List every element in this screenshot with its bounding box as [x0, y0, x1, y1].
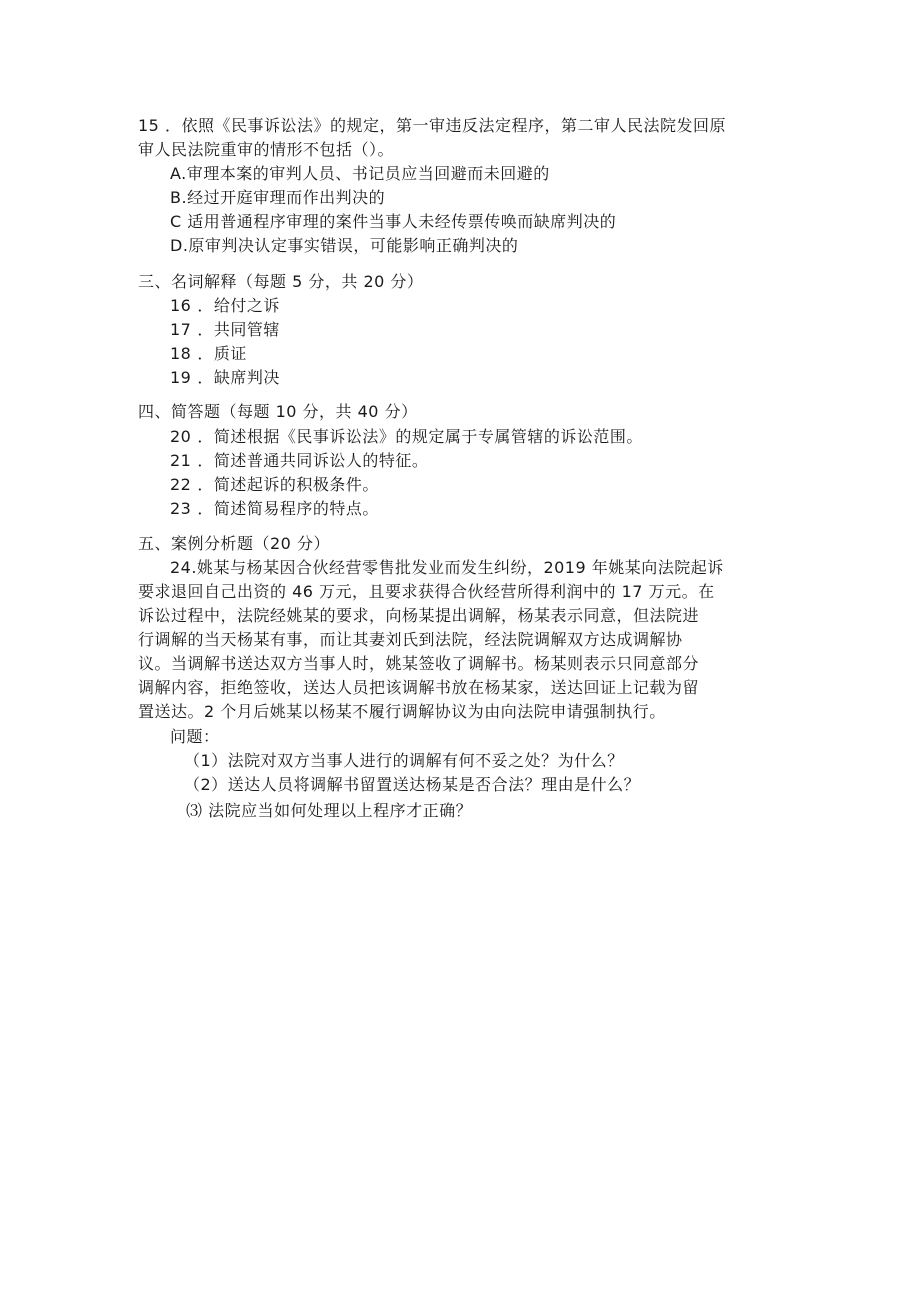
- section3-heading: 三、名词解释（每题 5 分，共 20 分）: [138, 272, 424, 291]
- item-text: ．共同管辖: [197, 320, 280, 339]
- question-item: ⑶ 法院应当如何处理以上程序才正确？: [186, 801, 473, 820]
- item-number: 21: [170, 451, 192, 470]
- item-number: 23: [170, 499, 192, 518]
- section3-item: [170, 296, 280, 316]
- item-text: ．简述起诉的积极条件。: [197, 475, 379, 494]
- item-text: ．简述根据《民事诉讼法》的规定属于专属管辖的诉讼范围。: [197, 427, 643, 446]
- case-line: 调解内容，拒绝签收，送达人员把该调解书放在杨某家，送达回证上记载为留: [138, 678, 700, 697]
- q15-line-1: 15 ．依照《民事诉讼法》的规定，第一审违反法定程序，第二审人民法院发回原: [138, 116, 726, 135]
- section3-item: [170, 368, 280, 388]
- case-line: 置送达。2 个月后姚某以杨某不履行调解协议为由向法院申请强制执行。: [138, 702, 666, 721]
- case-line: 议。当调解书送达双方当事人时，姚某签收了调解书。杨某则表示只同意部分: [138, 654, 700, 673]
- section3-item: [170, 344, 247, 364]
- section4-heading: 四、简答题（每题 10 分，共 40 分）: [138, 402, 418, 421]
- q15-line-2: 审人民法院重审的情形不包括（）。: [138, 140, 395, 159]
- case-line: 行调解的当天杨某有事，而让其妻刘氏到法院，经法院调解双方达成调解协: [138, 630, 683, 649]
- section4-item: [170, 499, 379, 519]
- q15-option-d: D.原审判决认定事实错误，可能影响正确判决的: [170, 236, 519, 255]
- item-text: ．简述简易程序的特点。: [197, 499, 379, 518]
- q15-option-a: A.审理本案的审判人员、书记员应当回避而未回避的: [170, 164, 550, 183]
- case-line: 24.姚某与杨某因合伙经营零售批发业而发生纠纷，2019 年姚某向法院起诉: [170, 558, 724, 577]
- section4-item: [170, 475, 379, 495]
- item-number: 17: [170, 320, 192, 339]
- item-number: 22: [170, 475, 192, 494]
- section5-heading: 五、案例分析题（20 分）: [138, 534, 330, 553]
- item-number: 19: [170, 368, 192, 387]
- item-text: ．给付之诉: [197, 296, 280, 315]
- case-line: 诉讼过程中，法院经姚某的要求，向杨某提出调解，杨某表示同意，但法院进: [138, 606, 700, 625]
- section4-item: [170, 451, 428, 471]
- item-number: 16: [170, 296, 192, 315]
- item-text: ．质证: [197, 344, 247, 363]
- section3-item: [170, 320, 280, 340]
- question-item: （2）送达人员将调解书留置送达杨某是否合法？理由是什么？: [184, 775, 641, 794]
- case-line: 要求退回自己出资的 46 万元，且要求获得合伙经营所得利润中的 17 万元。在: [138, 582, 715, 601]
- item-number: 18: [170, 344, 192, 363]
- q15-option-b: B.经过开庭审理而作出判决的: [170, 188, 386, 207]
- q15-option-c: C 适用普通程序审理的案件当事人未经传票传唤而缺席判决的: [170, 212, 617, 231]
- questions-label: 问题：: [170, 727, 220, 746]
- item-text: ．简述普通共同诉讼人的特征。: [197, 451, 429, 470]
- item-number: 20: [170, 427, 192, 446]
- section4-item: [170, 427, 643, 447]
- item-text: ．缺席判决: [197, 368, 280, 387]
- question-item: （1）法院对双方当事人进行的调解有何不妥之处？为什么？: [184, 751, 624, 770]
